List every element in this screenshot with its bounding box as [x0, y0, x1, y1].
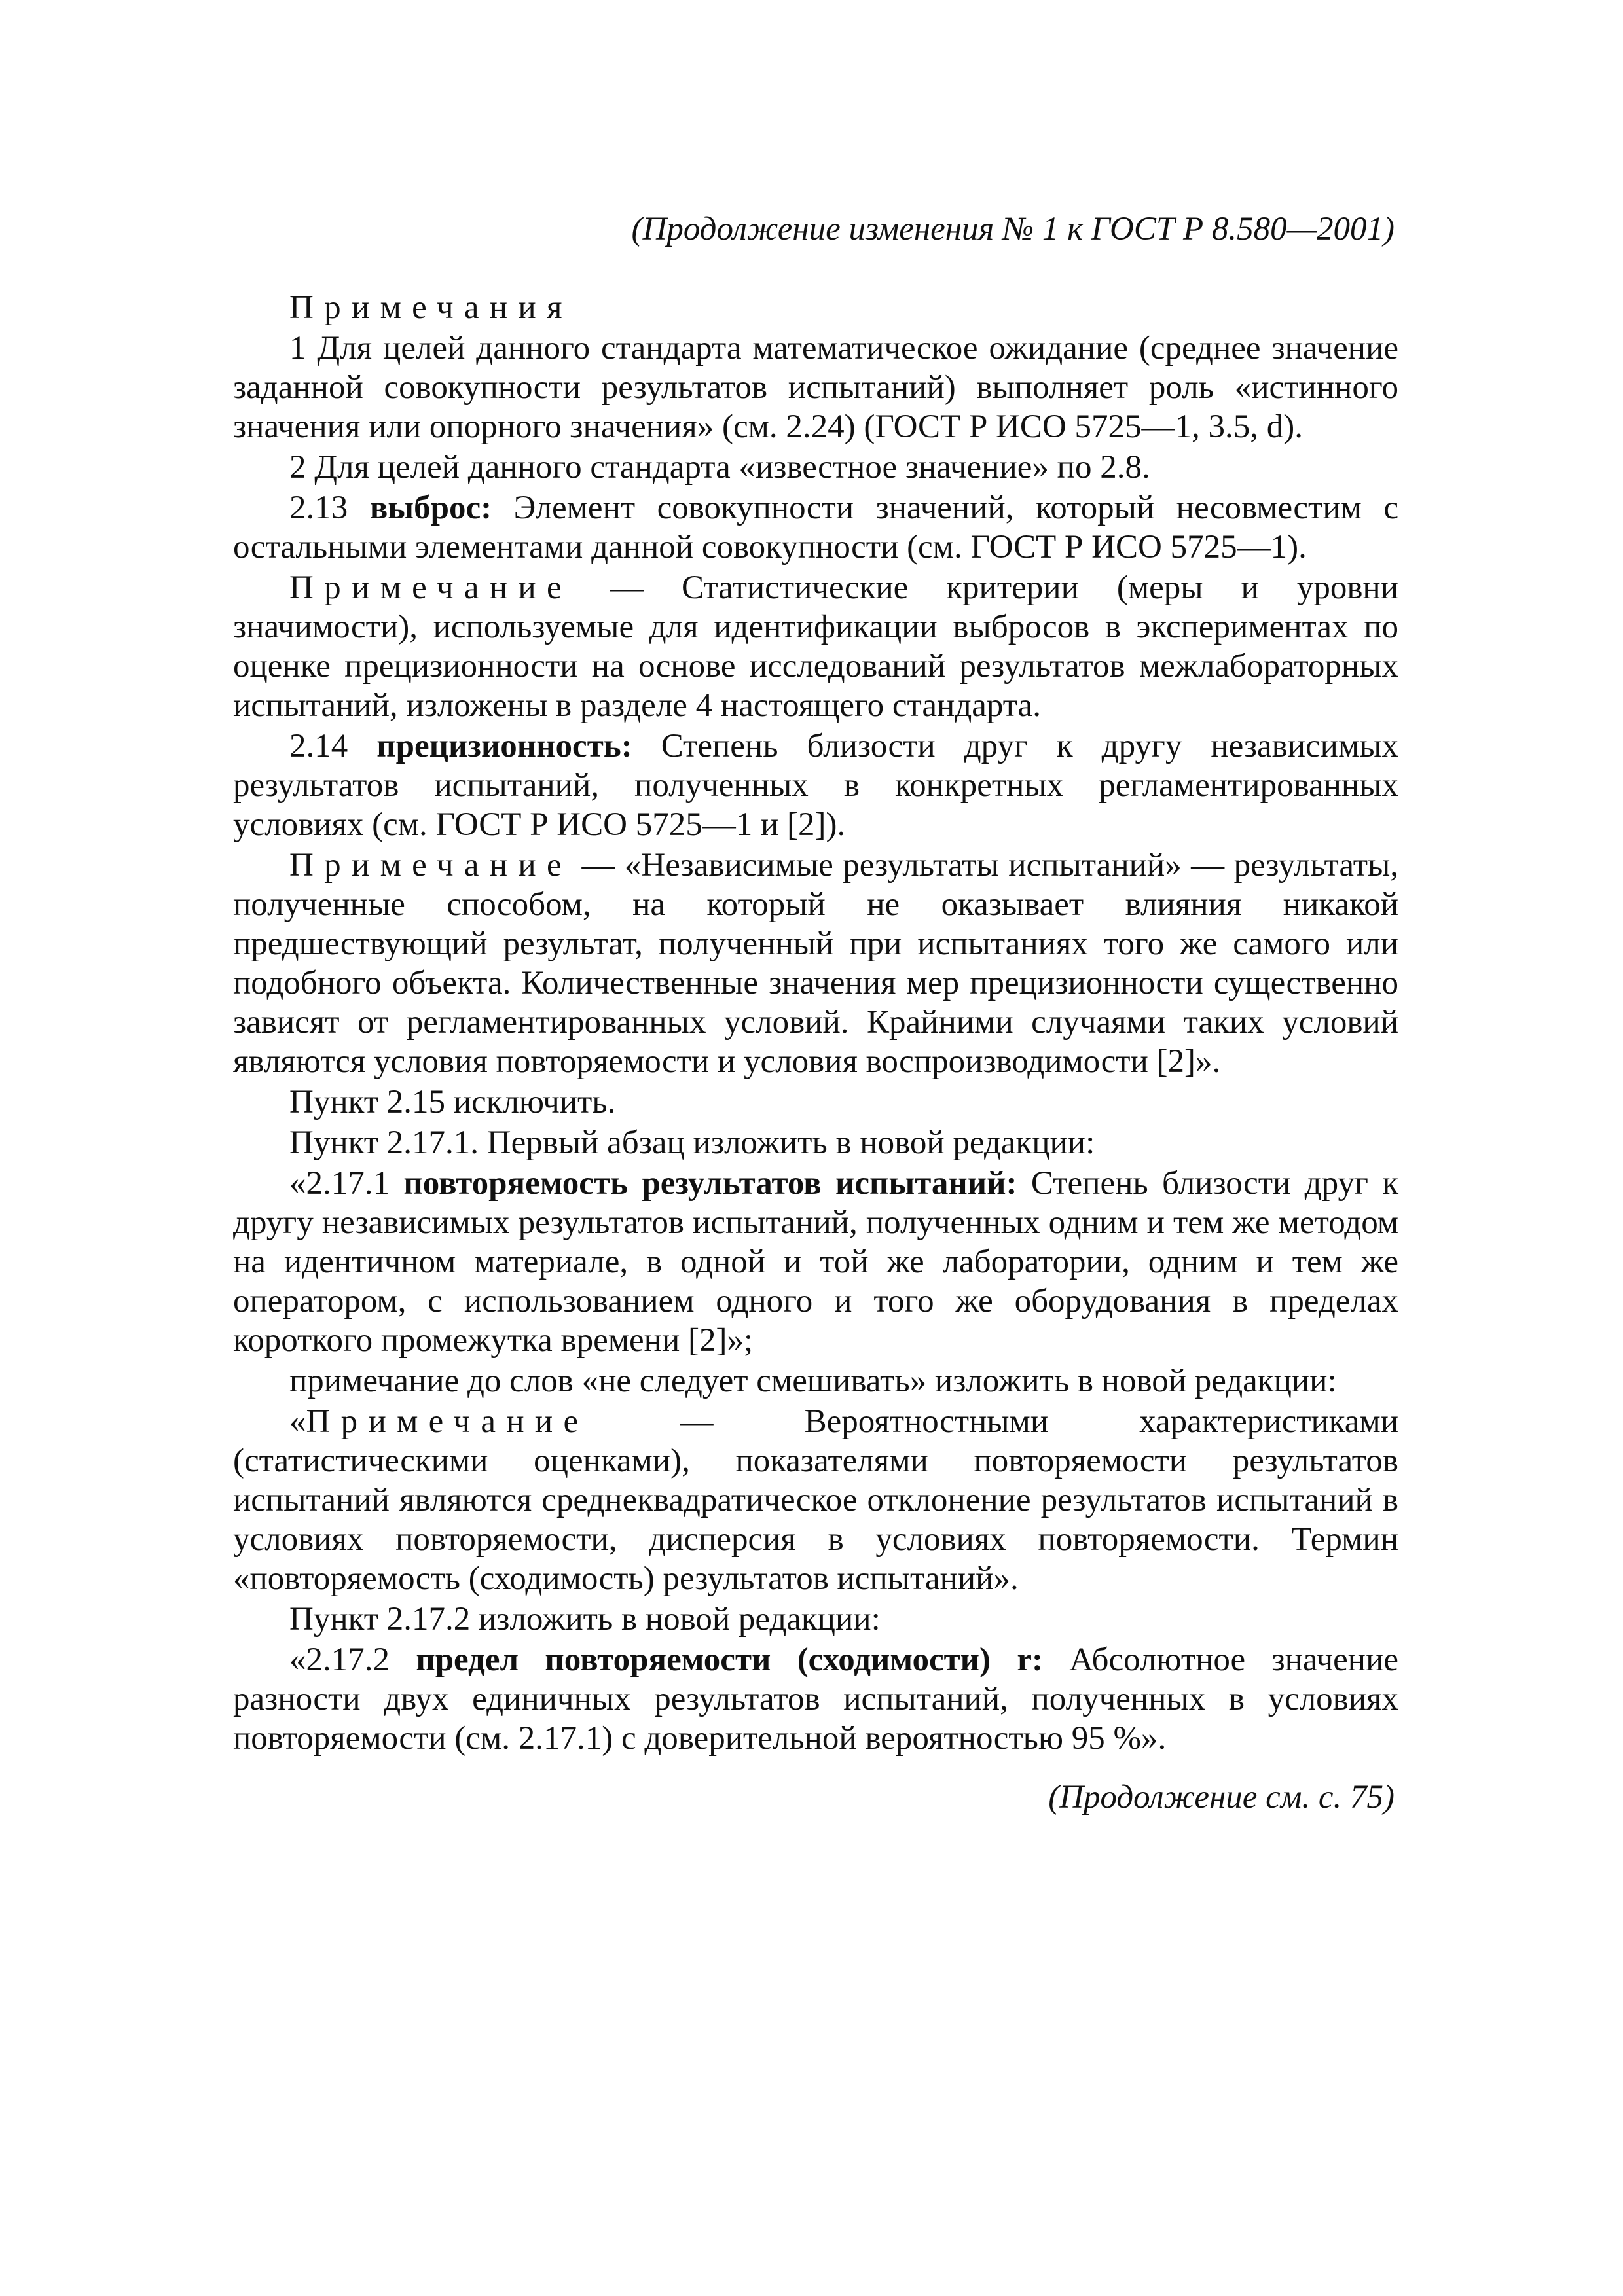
- note-text: — Вероятностными характеристиками (статистическими оценками), показателями повторяемости результатов испытаний являются среднеквадратическое отклонение результатов испытаний в условиях повторяемости, дисперсия в условиях повторяемости. Термин «повторяемость (сходимость) результатов испытаний».: [233, 1403, 1399, 1597]
- clause-term: выброс:: [369, 490, 492, 526]
- clause-number: 2.13: [289, 490, 348, 526]
- note-2: 2 Для целей данного стандарта «известное значение» по 2.8.: [289, 449, 1150, 486]
- clause-2-13: [233, 488, 1398, 567]
- clause-2-17-2: [233, 1640, 1398, 1758]
- note-replace-instruction: примечание до слов «не следует смешивать» изложить в новой редакции:: [289, 1363, 1337, 1399]
- note-label: Примечание: [306, 1403, 589, 1440]
- note-label: Примечание: [289, 847, 572, 884]
- note-2-17-1: «Примечание — Вероятностными характеристиками (статистическими оценками), показателями повторяемости результатов испытаний являются среднеквадратическое отклонение результатов испытаний в условиях повторяемости, дисперсия в условиях повторяемости. Термин «повторяемость (сходимость) результатов испытаний».: [233, 1403, 1399, 1597]
- continuation-footer: (Продолжение см. с. 75): [1048, 1779, 1395, 1816]
- notes-heading: Примечания: [289, 289, 573, 326]
- item-2-17-1: Пункт 2.17.1. Первый абзац изложить в новой редакции:: [289, 1124, 1095, 1161]
- item-2-17-2: Пункт 2.17.2 изложить в новой редакции:: [289, 1601, 881, 1638]
- note-2-14: [233, 846, 1398, 1081]
- clause-text: Степень близости друг к другу независимых результатов испытаний, полученных в конкретных регламентированных условиях (см. ГОСТ Р ИСО 5725—1 и [2]).: [233, 728, 1399, 843]
- clause-text: Степень близости друг к другу независимых результатов испытаний, полученных одним и тем же методом на идентичном материале, в одной и той же лаборатории, одним и тем же оператором, с использованием одного и того же оборудования в пределах короткого промежутка времени [2]»;: [233, 1165, 1399, 1359]
- clause-term: прецизионность:: [376, 728, 632, 764]
- clause-term: предел повторяемости (сходимости) r:: [416, 1641, 1043, 1678]
- document-page: [233, 209, 1398, 1817]
- note-label: Примечание: [289, 569, 572, 606]
- clause-2-17-1: [233, 1164, 1398, 1360]
- clause-text: Элемент совокупности значений, который несовместим с остальными элементами данной совокупности (см. ГОСТ Р ИСО 5725—1).: [233, 490, 1399, 565]
- clause-number: 2.14: [289, 728, 348, 764]
- clause-term: повторяемость результатов испытаний:: [403, 1165, 1017, 1202]
- clause-number: «2.17.2: [289, 1641, 390, 1678]
- note-text: — «Независимые результаты испытаний» — результаты, полученные способом, на который не оказывает влияния никакой предшествующий результат, полученный при испытаниях того же самого или подобного объекта. Количественные значения мер прецизионности существенно зависят от регламентированных условий. Крайними случаями таких условий являются условия повторяемости и условия воспроизводимости [2]».: [233, 847, 1398, 1080]
- note-2-13: [233, 568, 1398, 725]
- clause-2-14: [233, 726, 1398, 844]
- item-2-15: Пункт 2.15 исключить.: [289, 1084, 616, 1121]
- note-text: — Статистические критерии (меры и уровни значимости), используемые для идентификации выбросов в экспериментах по оценке прецизионности на основе исследований результатов межлабораторных испытаний, изложены в разделе 4 настоящего стандарта.: [233, 569, 1399, 724]
- clause-number: «2.17.1: [289, 1165, 390, 1202]
- note-1: 1 Для целей данного стандарта математическое ожидание (среднее значение заданной совокупности результатов испытаний) выполняет роль «истинного значения или опорного значения» (см. 2.24) (ГОСТ Р ИСО 5725—1, 3.5, d).: [233, 330, 1398, 445]
- clause-text: Абсолютное значение разности двух единичных результатов испытаний, полученных в условиях повторяемости (см. 2.17.1) с доверительной вероятностью 95 %».: [233, 1641, 1399, 1757]
- running-header: (Продолжение изменения № 1 к ГОСТ Р 8.580—2001): [631, 211, 1395, 247]
